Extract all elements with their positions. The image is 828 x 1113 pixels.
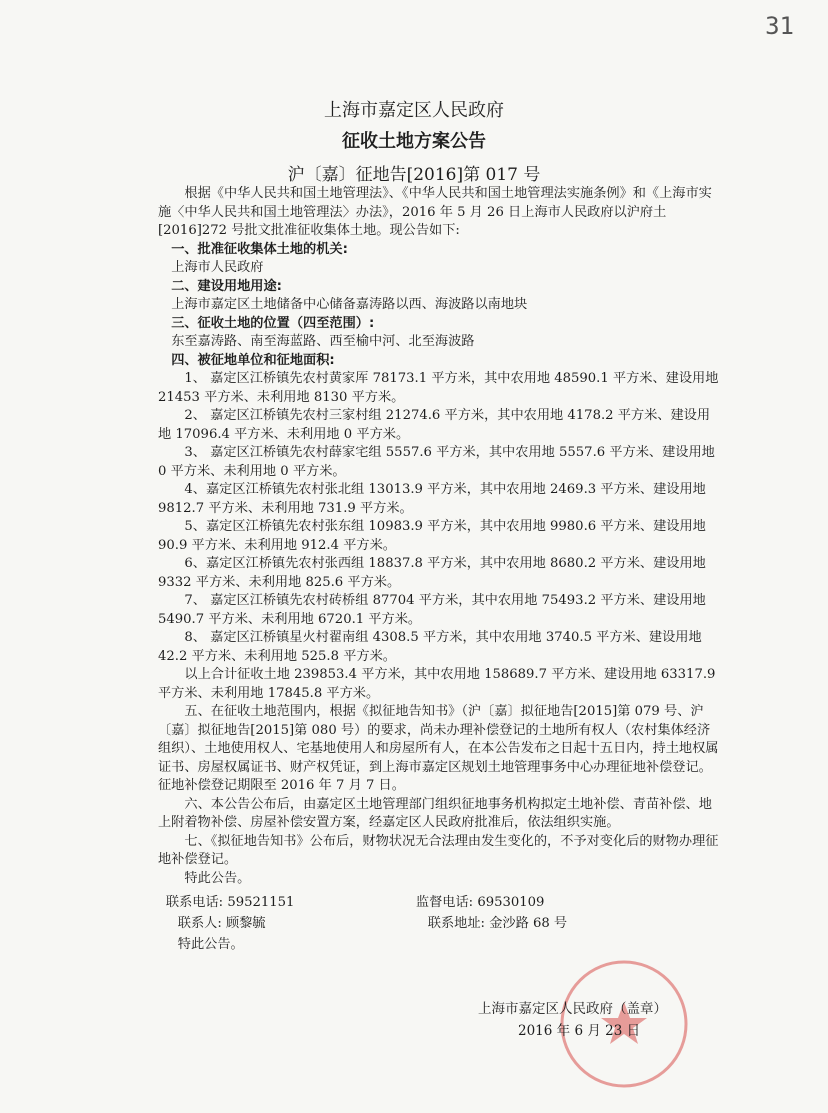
- parcel-item: 1、 嘉定区江桥镇先农村黄家厍 78173.1 平方米，其中农用地 48590.1 平方米、建设用地 21453 平方米、未利用地 8130 平方米。: [158, 371, 719, 405]
- section-2-heading: 二、建设用地用途:: [171, 278, 282, 294]
- section-3-heading: 三、征收土地的位置（四至范围）:: [171, 315, 375, 331]
- notice-closing: 特此公告。: [184, 870, 251, 886]
- document-title: 征收土地方案公告: [342, 131, 486, 152]
- address-label: 联系地址:: [427, 916, 485, 931]
- intro-paragraph: 根据《中华人民共和国土地管理法》、《中华人民共和国土地管理法实施条例》和《上海市实施〈中华人民共和国土地管理法〉办法》，2016 年 5 月 26 日上海市人民政府以沪府土[2016]272 号批文批准征收集体土地。现公告如下:: [158, 186, 712, 238]
- contact-person-label: 联系人:: [177, 916, 222, 931]
- parcel-item: 3、 嘉定区江桥镇先农村薛家宅组 5557.6 平方米，其中农用地 5557.6 平方米、建设用地 0 平方米、未利用地 0 平方米。: [158, 445, 715, 479]
- contact-address: 金沙路 68 号: [489, 916, 568, 931]
- supervise-phone-label: 监督电话:: [415, 895, 474, 910]
- section-4-heading: 四、被征地单位和征地面积:: [171, 352, 335, 368]
- parcel-item: 7、 嘉定区江桥镇先农村砖桥组 87704 平方米，其中农用地 75493.2 平方米、建设用地 5490.7 平方米、未利用地 6720.1 平方米。: [158, 593, 706, 627]
- section-1-heading: 一、批准征收集体土地的机关:: [171, 241, 348, 257]
- contact-person: 顾黎毓: [226, 916, 266, 931]
- issuing-org: 上海市嘉定区人民政府: [324, 100, 504, 121]
- supervise-phone: 69530109: [477, 895, 545, 910]
- notice-closing-2: 特此公告。: [177, 937, 244, 952]
- page-number: 31: [765, 12, 794, 40]
- document-number: 沪〔嘉〕征地告[2016]第 017 号: [287, 165, 541, 185]
- parcel-item: 8、 嘉定区江桥镇星火村翟南组 4308.5 平方米，其中农用地 3740.5 平方米、建设用地 42.2 平方米、未利用地 525.8 平方米。: [158, 630, 702, 664]
- section-1-content: 上海市人民政府: [171, 260, 264, 275]
- total-area: 以上合计征收土地 239853.4 平方米，其中农用地 158689.7 平方米、建设用地 63317.9 平方米、未利用地 17845.8 平方米。: [158, 667, 716, 701]
- contact-phone: 59521151: [227, 895, 295, 910]
- phone-label: 联系电话:: [165, 895, 224, 910]
- signature-block: [478, 998, 738, 1042]
- parcel-item: 4、嘉定区江桥镇先农村张北组 13013.9 平方米，其中农用地 2469.3 平方米、建设用地 9812.7 平方米、未利用地 731.9 平方米。: [158, 482, 706, 516]
- section-3-content: 东至嘉涛路、南至海蓝路、西至榆中河、北至海波路: [171, 334, 475, 349]
- signing-org: 上海市嘉定区人民政府（盖章）: [478, 1001, 667, 1017]
- contact-block: [158, 892, 723, 955]
- parcel-item: 5、嘉定区江桥镇先农村张东组 10983.9 平方米，其中农用地 9980.6 平方米、建设用地 90.9 平方米、未利用地 912.4 平方米。: [158, 519, 706, 553]
- section-5-paragraph: 五、在征收土地范围内，根据《拟征地告知书》（沪〔嘉〕拟征地告[2015]第 079 号、沪〔嘉〕拟征地告[2015]第 080 号）的要求，尚未办理补偿登记的土地所有权人（农村集体经济组织）、土地使用权人、宅基地使用人和房屋所有人，在本公告发布之日起十五日内，持土地权属证书、房屋权属证书、财产权凭证，到上海市嘉定区规划土地管理事务中心办理征地补偿登记。征地补偿登记期限至 2016 年 7 月 7 日。: [158, 704, 719, 793]
- section-2-content: 上海市嘉定区土地储备中心储备嘉涛路以西、海波路以南地块: [171, 297, 528, 312]
- signing-date: 2016 年 6 月 23 日: [518, 1023, 641, 1039]
- section-6-paragraph: 六、本公告公布后，由嘉定区土地管理部门组织征地事务机构拟定土地补偿、青苗补偿、地上附着物补偿、房屋补偿安置方案，经嘉定区人民政府批准后，依法组织实施。: [158, 796, 712, 830]
- parcel-item: 6、嘉定区江桥镇先农村张西组 18837.8 平方米，其中农用地 8680.2 平方米、建设用地 9332 平方米、未利用地 825.6 平方米。: [158, 556, 706, 590]
- document-body: [158, 185, 723, 955]
- section-7-paragraph: 七、《拟征地告知书》公布后，财物状况无合法理由发生变化的，不予对变化后的财物办理征地补偿登记。: [158, 833, 719, 867]
- parcel-item: 2、 嘉定区江桥镇先农村三家村组 21274.6 平方米，其中农用地 4178.2 平方米、建设用地 17096.4 平方米、未利用地 0 平方米。: [158, 408, 711, 442]
